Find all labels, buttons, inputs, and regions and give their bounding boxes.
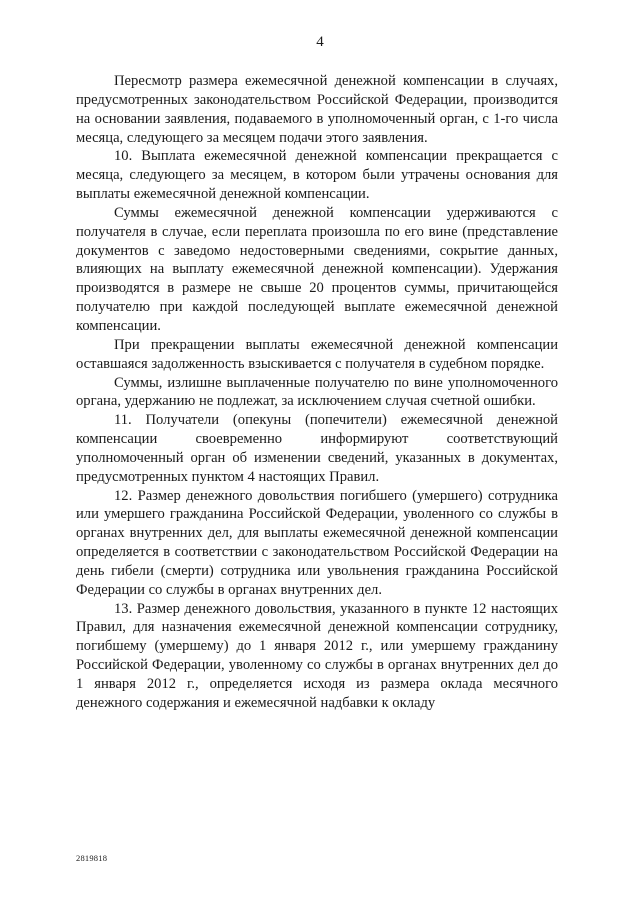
page-number: 4 (316, 34, 324, 50)
paragraph-item-13: 13. Размер денежного довольствия, указанного в пункте 12 настоящих Правил, для назначения ежемесячной денежной компенсации сотруднику, погибшему (умершему) до 1 января 2012 г., или умершему гражданину Российской Федерации, уволенному со службы в органах внутренних дел до 1 января 2012 г., определяется исходя из размера оклада месячного денежного содержания и ежемесячной надбавки к окладу (76, 600, 558, 711)
paragraph-deductions: Суммы ежемесячной денежной компенсации удерживаются с получателя в случае, если переплата произошла по его вине (представление документов с заведомо недостоверными сведениями, сокрытие данных, влияющих на выплату ежемесячной денежной компенсации). Удержания производятся в размере не свыше 20 процентов суммы, причитающейся получателю при каждой последующей выплате ежемесячной денежной компенсации. (76, 204, 558, 334)
paragraph-item-12: 12. Размер денежного довольствия погибшего (умершего) сотрудника или умершего гражданина Российской Федерации, уволенного со службы в органах внутренних дел, для выплаты ежемесячной денежной компенсации определяется в соответствии с законодательством Российской Федерации на день гибели (смерти) сотрудника или увольнения гражданина Российской Федерации со службы в органах внутренних дел. (76, 487, 558, 598)
paragraph-remaining-debt: При прекращении выплаты ежемесячной денежной компенсации оставшаяся задолженность взыскивается с получателя в судебном порядке. (76, 336, 558, 372)
paragraph-item-10: 10. Выплата ежемесячной денежной компенсации прекращается с месяца, следующего за месяцем, в котором были утрачены основания для выплаты ежемесячной денежной компенсации. (76, 148, 558, 203)
document-code: 2819818 (76, 853, 108, 863)
paragraph-review-of-compensation: Пересмотр размера ежемесячной денежной компенсации в случаях, предусмотренных законодательством Российской Федерации, производится на основании заявления, подаваемого в уполномоченный орган, с 1-го числа месяца, следующего за месяцем подачи этого заявления. (76, 73, 558, 146)
document-body (76, 72, 558, 713)
paragraph-overpaid-sums: Суммы, излишне выплаченные получателю по вине уполномоченного органа, удержанию не подлежат, за исключением случая счетной ошибки. (76, 374, 558, 410)
paragraph-item-11: 11. Получатели (опекуны (попечители) ежемесячной денежной компенсации своевременно информируют соответствующий уполномоченный орган об изменении сведений, указанных в документах, предусмотренных пунктом 4 настоящих Правил. (76, 412, 558, 485)
